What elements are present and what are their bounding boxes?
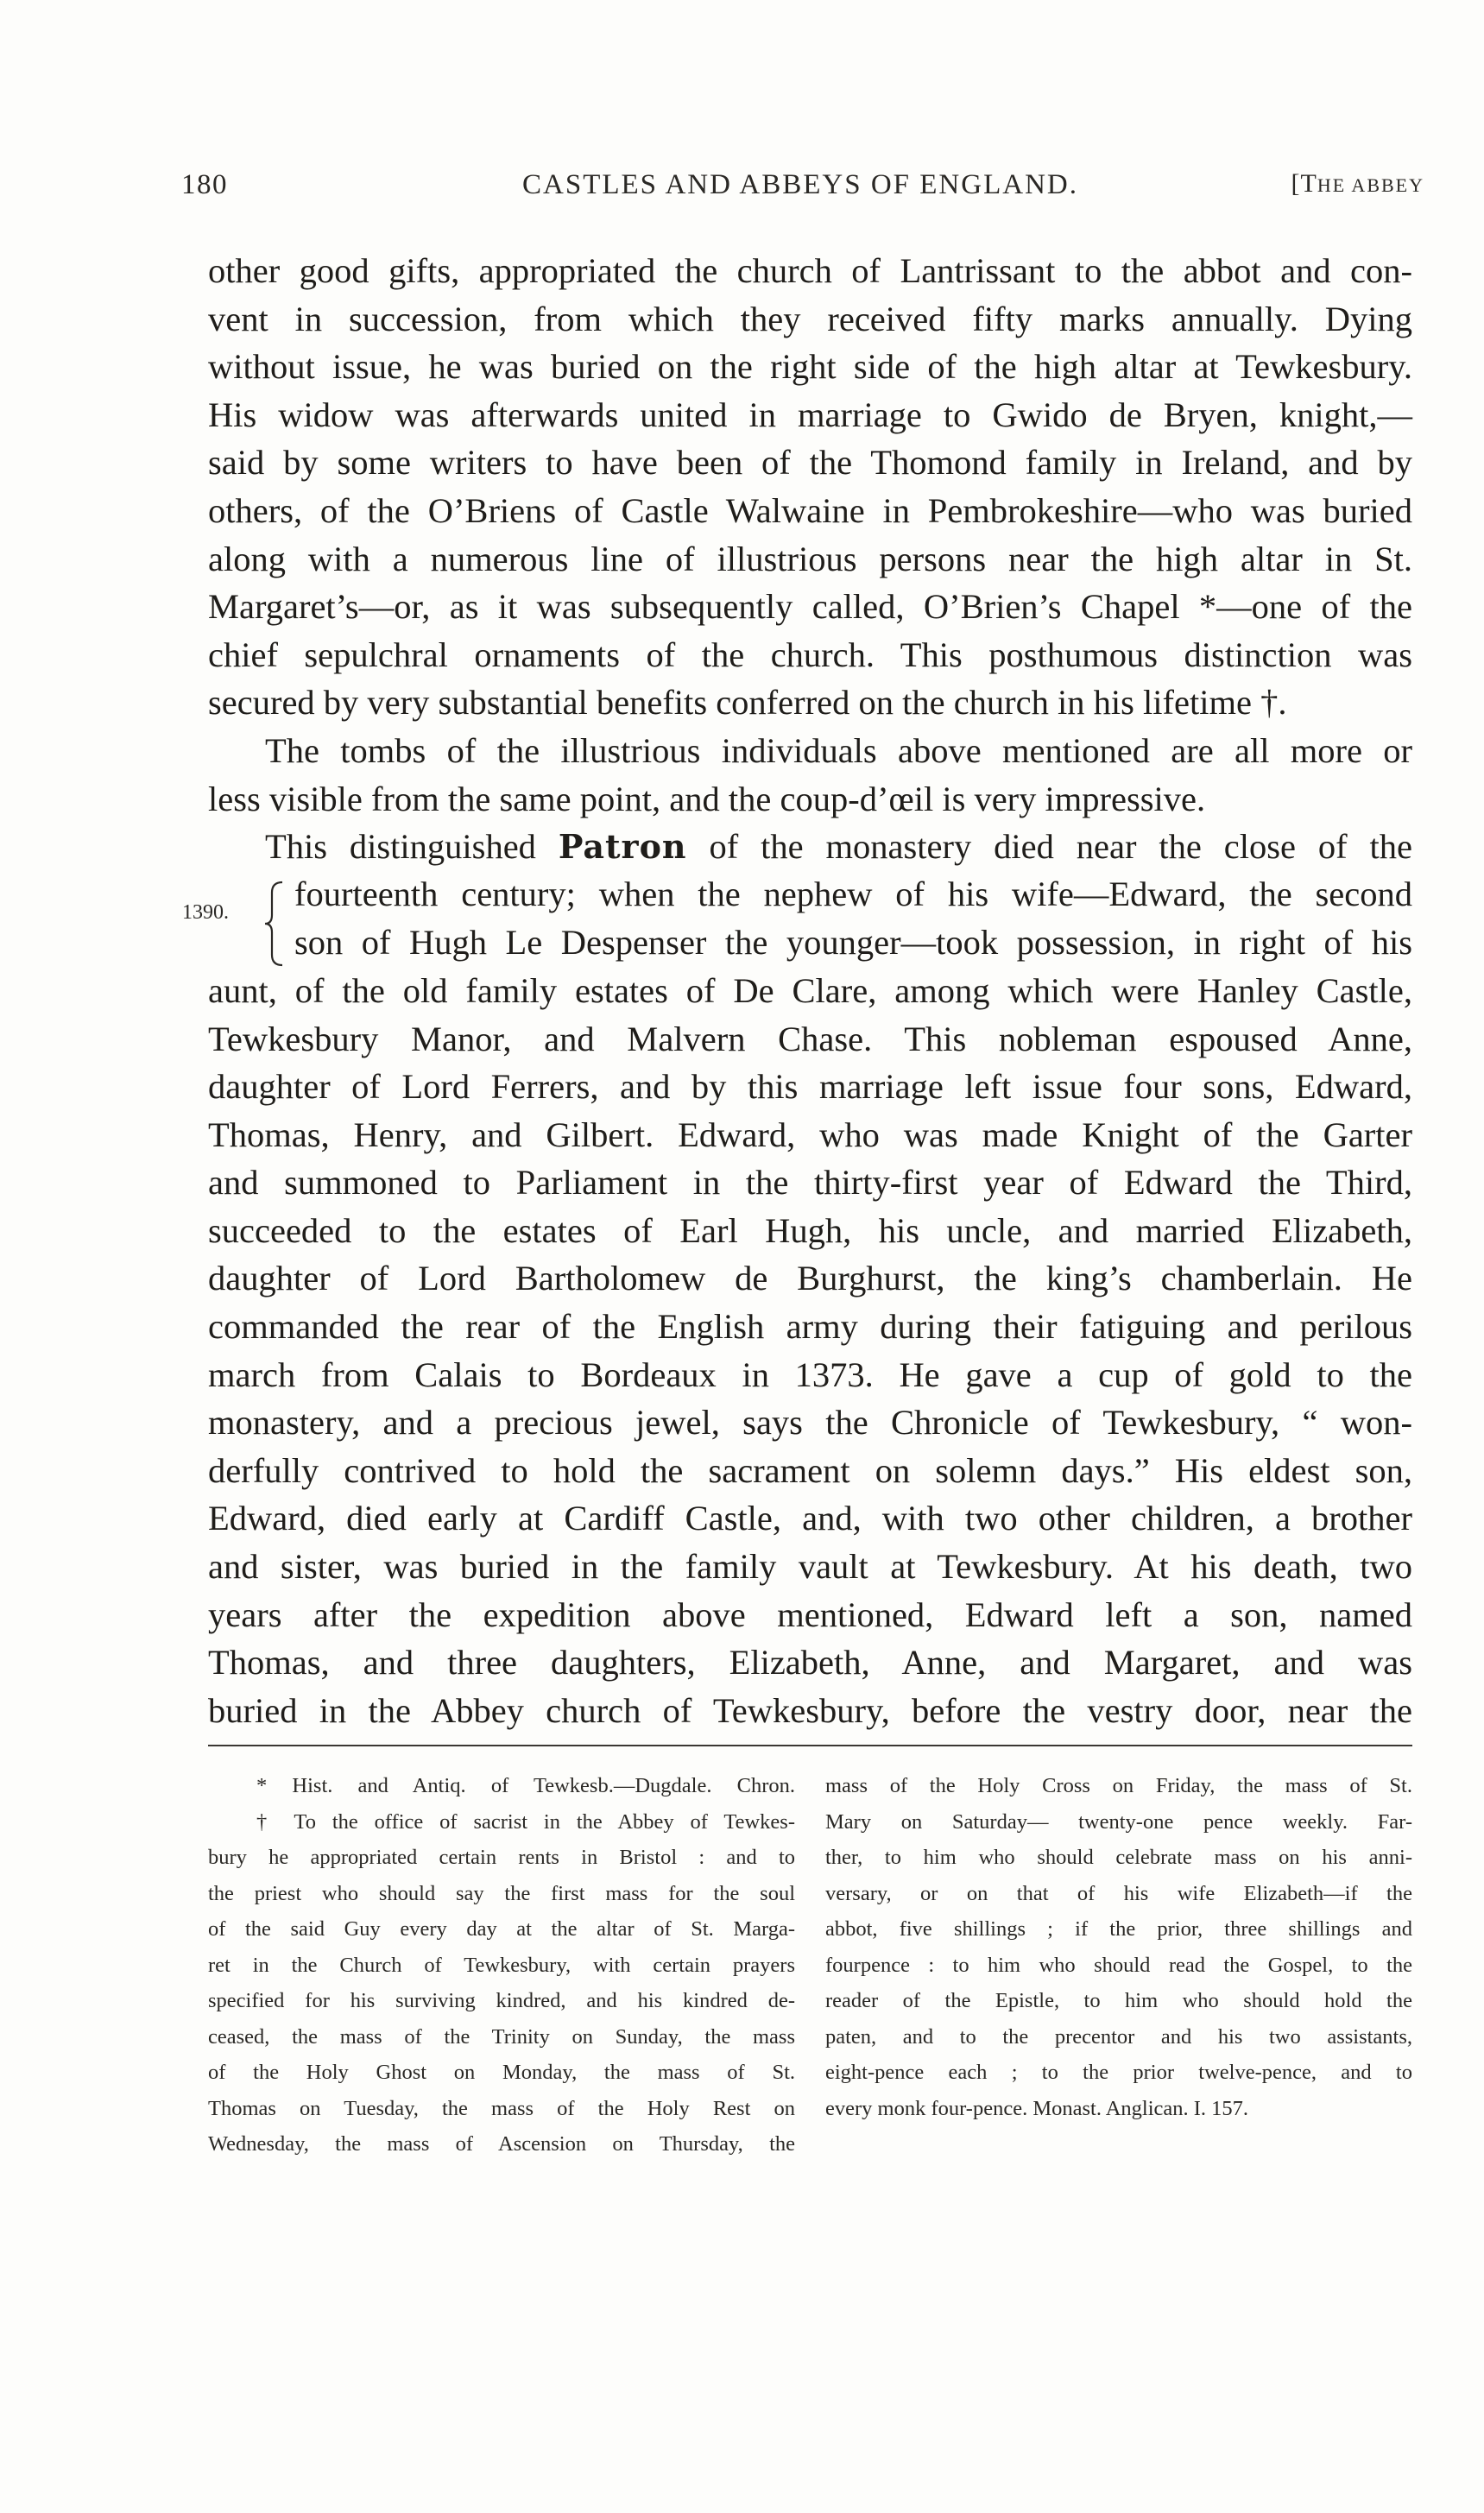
body-line: Edward, died early at Cardiff Castle, and, with two other children, a brother (208, 1499, 1412, 1538)
footnote-divider (208, 1745, 1412, 1746)
footnote-line: mass of the Holy Cross on Friday, the mass of St. (825, 1774, 1412, 1797)
body-line: His widow was afterwards united in marriage to Gwido de Bryen, knight,— (208, 395, 1412, 434)
body-line: chief sepulchral ornaments of the church. This posthumous distinction was (208, 635, 1412, 674)
footnote-line: Thomas on Tuesday, the mass of the Holy Rest on (208, 2096, 795, 2120)
section-initial: T (1300, 169, 1317, 198)
body-line: others, of the O’Briens of Castle Walwaine in Pembrokeshire—who was buried (208, 490, 1412, 530)
footnote-line: abbot, five shillings ; if the prior, three shillings and (825, 1917, 1412, 1941)
body-line: monastery, and a precious jewel, says the Chronicle of Tewkesbury, “ won- (208, 1403, 1412, 1443)
body-line: march from Calais to Bordeaux in 1373. He gave a cup of gold to the (208, 1354, 1412, 1394)
body-line: and sister, was buried in the family vault at Tewkesbury. At his death, two (208, 1547, 1412, 1587)
body-line: succeeded to the estates of Earl Hugh, his uncle, and married Elizabeth, (208, 1210, 1412, 1250)
footnote-line: fourpence : to him who should read the Gospel, to the (825, 1953, 1412, 1977)
body-line: vent in succession, from which they received fifty marks annually. Dying (208, 299, 1412, 338)
footnote-line: † To the office of sacrist in the Abbey of Tewkes- (256, 1809, 795, 1834)
section-smallcaps: HE ABBEY (1317, 174, 1424, 196)
body-line: son of Hugh Le Despenser the younger—took possession, in right of his (294, 922, 1412, 962)
body-line: commanded the rear of the English army during their fatiguing and perilous (208, 1307, 1412, 1347)
body-line: aunt, of the old family estates of De Clare, among which were Hanley Castle, (208, 970, 1412, 1010)
footnote-line: ret in the Church of Tewkesbury, with certain prayers (208, 1953, 795, 1977)
footnote-line: Wednesday, the mass of Ascension on Thursday, the (208, 2132, 795, 2156)
footnote-line: every monk four-pence. Monast. Anglican. I. 157. (825, 2096, 1249, 2120)
body-line: daughter of Lord Bartholomew de Burghurst, the king’s chamberlain. He (208, 1259, 1412, 1298)
footnote-line: versary, or on that of his wife Elizabeth—if the (825, 1881, 1412, 1905)
footnote-line: paten, and to the precentor and his two assistants, (825, 2024, 1412, 2049)
running-head (181, 169, 1424, 212)
footnote-line: the priest who should say the first mass for the soul (208, 1881, 795, 1905)
footnote-line: ther, to him who should celebrate mass on his anni- (825, 1846, 1412, 1869)
page-number: 180 (181, 169, 228, 200)
footnote-line: reader of the Epistle, to him who should hold the (825, 1989, 1412, 2012)
footnote-line: Mary on Saturday— twenty-one pence weekly. Far- (825, 1809, 1412, 1834)
footnote-column-right (825, 1768, 1412, 2126)
braced-lines (294, 870, 1412, 966)
body-line: Thomas, and three daughters, Elizabeth, Anne, and Margaret, and was (208, 1643, 1412, 1683)
body-text (208, 247, 1412, 1734)
body-line: Thomas, Henry, and Gilbert. Edward, who was made Knight of the Garter (208, 1114, 1412, 1154)
body-line: secured by very substantial benefits conferred on the church in his lifetime †. (208, 683, 1287, 723)
patron-blackletter: Patron (558, 827, 687, 867)
footnote-line: specified for his surviving kindred, and his kindred de- (208, 1989, 795, 2012)
body-line: along with a numerous line of illustrious persons near the high altar in St. (208, 539, 1412, 578)
curly-brace-icon (263, 881, 286, 967)
patron-after: of the monastery died near the close of the (686, 827, 1412, 867)
footnote-column-left (208, 1768, 795, 2163)
section-title (1291, 169, 1424, 199)
footnotes (208, 1768, 1412, 2320)
patron-before: This distinguished (265, 827, 559, 867)
body-line: derfully contrived to hold the sacrament on solemn days.” His eldest son, (208, 1450, 1412, 1490)
body-line: and summoned to Parliament in the thirty-first year of Edward the Third, (208, 1163, 1412, 1203)
body-line: Margaret’s—or, as it was subsequently called, O’Brien’s Chapel *—one of the (208, 587, 1412, 627)
patron-line (208, 823, 1412, 871)
section-bracket: [ (1291, 169, 1301, 198)
body-line: buried in the Abbey church of Tewkesbury, before the vestry door, near the (208, 1690, 1412, 1730)
running-title: CASTLES AND ABBEYS OF ENGLAND. (522, 169, 1078, 200)
body-line: Tewkesbury Manor, and Malvern Chase. This nobleman espoused Anne, (208, 1019, 1412, 1058)
footnote-line: of the Holy Ghost on Monday, the mass of St. (208, 2061, 795, 2084)
body-line: said by some writers to have been of the Thomond family in Ireland, and by (208, 443, 1412, 483)
footnote-line: * Hist. and Antiq. of Tewkesb.—Dugdale. Chron. (256, 1774, 795, 1797)
body-line: other good gifts, appropriated the church of Lantrissant to the abbot and con- (208, 251, 1412, 290)
body-line: years after the expedition above mentioned, Edward left a son, named (208, 1594, 1412, 1634)
footnote-line: of the said Guy every day at the altar of St. Marga- (208, 1917, 795, 1941)
body-line: fourteenth century; when the nephew of his wife—Edward, the second (294, 874, 1412, 913)
body-line: less visible from the same point, and the coup-d’œil is very impressive. (208, 779, 1206, 818)
body-line: without issue, he was buried on the right side of the high altar at Tewkesbury. (208, 347, 1412, 387)
marginal-date: 1390. (182, 901, 229, 924)
body-line: The tombs of the illustrious individuals above mentioned are all more or (265, 730, 1412, 770)
footnote-line: ceased, the mass of the Trinity on Sunday, the mass (208, 2024, 795, 2049)
body-line: daughter of Lord Ferrers, and by this marriage left issue four sons, Edward, (208, 1067, 1412, 1107)
footnote-line: eight-pence each ; to the prior twelve-pence, and to (825, 2061, 1412, 2084)
footnote-line: bury he appropriated certain rents in Bristol : and to (208, 1846, 795, 1869)
